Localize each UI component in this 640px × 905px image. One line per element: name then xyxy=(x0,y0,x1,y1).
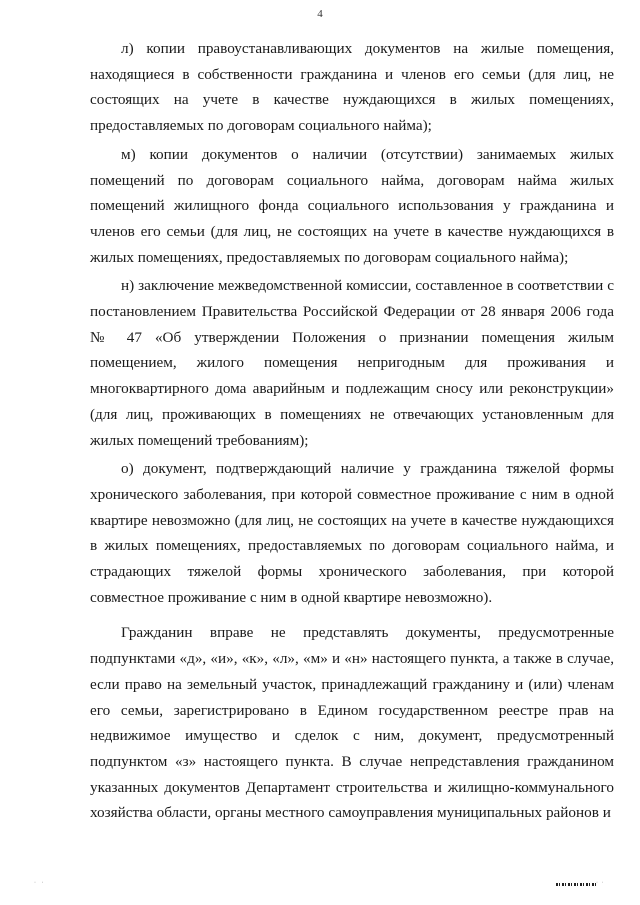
document-body xyxy=(90,28,614,829)
scan-mark-right: · · xyxy=(596,880,605,886)
paragraph-citizen-rights: Гражданин вправе не представлять документы, предусмотренные подпунктами «д», «и», «к», «л», «м» и «н» настоящего пункта, а также в случае, если право на земельный участок, принадлежащий гражданину и (или) членам его семьи, зарегистрировано в Едином государственном реестре прав на недвижимое имущество и сделок с ним, документ, предусмотренный подпунктом «з» настоящего пункта. В случае непредставления гражданином указанных документов Департамент строительства и жилищно-коммунального хозяйства области, органы местного самоуправления муниципальных районов и xyxy=(90,624,614,822)
page-number: 4 xyxy=(317,8,323,20)
paragraph-item-l: л) копии правоустанавливающих документов на жилые помещения, находящиеся в собственности гражданина и членов его семьи (для лиц, не состоящих на учете в качестве нуждающихся в жилых помещениях, предоставляемых по договорам социального найма); xyxy=(90,40,614,135)
paragraph-item-n: н) заключение межведомственной комиссии, составленное в соответствии с постановлением Правительства Российской Федерации от 28 января 2006 года № 47 «Об утверждении Положения о признании помещения жилым помещением, жилого помещения непригодным для проживания и многоквартирного дома аварийным и подлежащим сносу или реконструкции» (для лиц, проживающих в помещениях не отвечающих установленным для жилых помещений требованиям); xyxy=(90,277,614,449)
paragraph-item-o: о) документ, подтверждающий наличие у гражданина тяжелой формы хронического заболевания, при которой совместное проживание с ним в одной квартире невозможно (для лиц, не состоящих на учете в качестве нуждающихся в жилых помещениях, предоставляемых по договорам социального найма, и страдающих тяжелой формы хронического заболевания, при которой совместное проживание с ним в одной квартире невозможно). xyxy=(90,460,614,606)
barcode-mark xyxy=(556,883,596,886)
scan-mark-left: · · xyxy=(34,880,46,886)
paragraph-item-m: м) копии документов о наличии (отсутствии) занимаемых жилых помещений по договорам социального найма, договорам найма жилых помещений жилищного фонда социального использования у гражданина и членов его семьи (для лиц, не состоящих на учете в качестве нуждающихся в жилых помещениях, предоставляемых по договорам социального найма); xyxy=(90,145,614,266)
